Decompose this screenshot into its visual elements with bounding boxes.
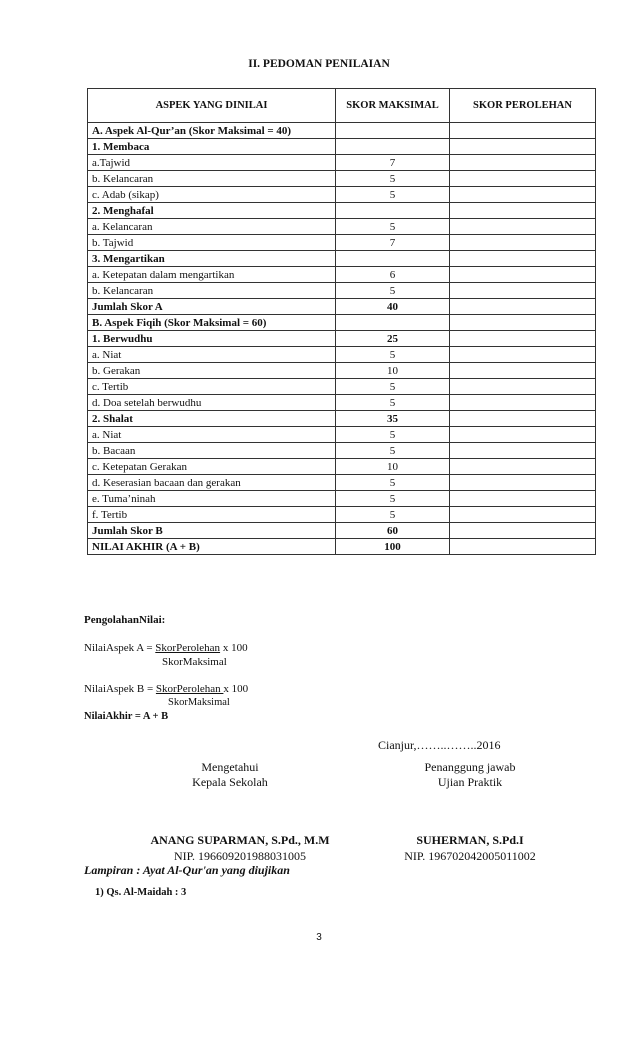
row-aspek: b. Bacaan [88, 443, 336, 459]
table-row [88, 139, 596, 155]
table-row [88, 411, 596, 427]
row-aspek: b. Kelancaran [88, 283, 336, 299]
table-row [88, 251, 596, 267]
row-aspek: a. Niat [88, 427, 336, 443]
formula-b-suffix: x 100 [223, 683, 249, 695]
formula-a-numerator: SkorPerolehan [155, 642, 221, 654]
row-skor-perolehan [450, 523, 596, 539]
row-skor-perolehan [450, 251, 596, 267]
table-row [88, 395, 596, 411]
row-skor-perolehan [450, 123, 596, 139]
row-aspek: A. Aspek Al-Qur’an (Skor Maksimal = 40) [88, 123, 336, 139]
row-skor-maksimal: 10 [336, 363, 450, 379]
row-skor-perolehan [450, 171, 596, 187]
right-sign-line1: Penanggung jawab [424, 760, 516, 774]
formula-b-prefix: NilaiAspek B = [84, 683, 156, 695]
row-aspek: d. Keserasian bacaan dan gerakan [88, 475, 336, 491]
table-row [88, 203, 596, 219]
row-skor-perolehan [450, 459, 596, 475]
row-aspek: b. Kelancaran [88, 171, 336, 187]
table-header-row [88, 89, 596, 123]
table-row [88, 315, 596, 331]
row-skor-maksimal: 5 [336, 491, 450, 507]
formula-akhir: NilaiAkhir = A + B [84, 711, 169, 722]
row-skor-maksimal [336, 123, 450, 139]
row-skor-maksimal: 25 [336, 331, 450, 347]
place-date: Cianjur,……..……..2016 [378, 738, 501, 752]
row-skor-maksimal [336, 203, 450, 219]
row-skor-maksimal: 5 [336, 171, 450, 187]
header-skor-maksimal: SKOR MAKSIMAL [336, 89, 450, 123]
row-skor-perolehan [450, 539, 596, 555]
table-row [88, 539, 596, 555]
row-skor-maksimal: 7 [336, 235, 450, 251]
row-aspek: NILAI AKHIR (A + B) [88, 539, 336, 555]
table-row [88, 219, 596, 235]
row-aspek: b. Tajwid [88, 235, 336, 251]
row-skor-maksimal: 5 [336, 219, 450, 235]
row-skor-maksimal: 5 [336, 379, 450, 395]
table-row [88, 299, 596, 315]
row-aspek: c. Ketepatan Gerakan [88, 459, 336, 475]
page-number: 3 [316, 932, 322, 943]
row-skor-maksimal [336, 315, 450, 331]
header-aspek: ASPEK YANG DINILAI [88, 89, 336, 123]
pengolahan-heading: PengolahanNilai: [84, 614, 166, 626]
left-signer-name: ANANG SUPARMAN, S.Pd., M.M [150, 833, 330, 847]
row-skor-maksimal: 5 [336, 443, 450, 459]
row-skor-perolehan [450, 491, 596, 507]
table-row [88, 235, 596, 251]
lampiran-title: Lampiran : Ayat Al-Qur'an yang diujikan [84, 863, 290, 877]
table-row [88, 267, 596, 283]
table-row [88, 347, 596, 363]
formula-b-numerator: SkorPerolehan [155, 683, 224, 695]
row-aspek: 1. Membaca [88, 139, 336, 155]
row-skor-perolehan [450, 315, 596, 331]
row-aspek: 3. Mengartikan [88, 251, 336, 267]
row-skor-maksimal: 5 [336, 475, 450, 491]
row-skor-maksimal: 6 [336, 267, 450, 283]
row-skor-perolehan [450, 283, 596, 299]
right-sign-line2: Ujian Praktik [437, 775, 503, 789]
row-skor-perolehan [450, 139, 596, 155]
row-skor-perolehan [450, 411, 596, 427]
row-skor-perolehan [450, 507, 596, 523]
row-skor-maksimal: 5 [336, 283, 450, 299]
table-row [88, 283, 596, 299]
row-skor-perolehan [450, 427, 596, 443]
row-skor-maksimal: 5 [336, 347, 450, 363]
row-skor-maksimal: 60 [336, 523, 450, 539]
table-row [88, 331, 596, 347]
right-signer-nip: NIP. 196702042005011002 [404, 849, 536, 863]
formula-a-denominator: SkorMaksimal [162, 656, 227, 668]
row-skor-maksimal: 5 [336, 427, 450, 443]
table-row [88, 363, 596, 379]
row-aspek: 2. Shalat [88, 411, 336, 427]
row-aspek: 1. Berwudhu [88, 331, 336, 347]
lampiran-item-1: 1) Qs. Al-Maidah : 3 [95, 887, 187, 898]
row-aspek: f. Tertib [88, 507, 336, 523]
row-skor-maksimal: 10 [336, 459, 450, 475]
row-skor-maksimal: 5 [336, 395, 450, 411]
row-aspek: e. Tuma’ninah [88, 491, 336, 507]
row-skor-perolehan [450, 331, 596, 347]
row-aspek: c. Tertib [88, 379, 336, 395]
table-row [88, 123, 596, 139]
row-skor-perolehan [450, 203, 596, 219]
right-signer-name: SUHERMAN, S.Pd.I [416, 833, 524, 847]
row-skor-perolehan [450, 235, 596, 251]
row-skor-perolehan [450, 443, 596, 459]
row-aspek: c. Adab (sikap) [88, 187, 336, 203]
formula-b-denominator: SkorMaksimal [168, 697, 230, 708]
row-skor-maksimal: 5 [336, 187, 450, 203]
row-skor-maksimal [336, 251, 450, 267]
formula-a [84, 642, 248, 654]
scoring-table [87, 88, 596, 555]
table-row [88, 187, 596, 203]
table-body [88, 123, 596, 555]
left-signer-nip: NIP. 196609201988031005 [173, 849, 306, 863]
row-skor-perolehan [450, 347, 596, 363]
row-aspek: b. Gerakan [88, 363, 336, 379]
table-row [88, 491, 596, 507]
row-aspek: a. Ketepatan dalam mengartikan [88, 267, 336, 283]
row-skor-perolehan [450, 299, 596, 315]
row-skor-maksimal: 35 [336, 411, 450, 427]
row-skor-perolehan [450, 219, 596, 235]
table-row [88, 459, 596, 475]
table-row [88, 379, 596, 395]
row-aspek: a. Kelancaran [88, 219, 336, 235]
table-row [88, 507, 596, 523]
table-row [88, 475, 596, 491]
formula-a-suffix: x 100 [220, 642, 248, 654]
row-skor-maksimal: 100 [336, 539, 450, 555]
row-aspek: 2. Menghafal [88, 203, 336, 219]
row-skor-perolehan [450, 187, 596, 203]
row-aspek: Jumlah Skor B [88, 523, 336, 539]
row-aspek: B. Aspek Fiqih (Skor Maksimal = 60) [88, 315, 336, 331]
row-aspek: a.Tajwid [88, 155, 336, 171]
row-skor-perolehan [450, 155, 596, 171]
table-row [88, 523, 596, 539]
row-skor-perolehan [450, 267, 596, 283]
row-skor-maksimal: 7 [336, 155, 450, 171]
row-skor-perolehan [450, 379, 596, 395]
row-aspek: d. Doa setelah berwudhu [88, 395, 336, 411]
row-aspek: a. Niat [88, 347, 336, 363]
header-skor-perolehan: SKOR PEROLEHAN [450, 89, 596, 123]
formula-b [84, 683, 248, 695]
row-skor-perolehan [450, 475, 596, 491]
row-skor-perolehan [450, 363, 596, 379]
row-skor-maksimal: 5 [336, 507, 450, 523]
table-row [88, 427, 596, 443]
left-sign-line1: Mengetahui [201, 760, 259, 774]
row-skor-maksimal: 40 [336, 299, 450, 315]
left-sign-line2: Kepala Sekolah [192, 775, 268, 789]
row-skor-perolehan [450, 395, 596, 411]
row-skor-maksimal [336, 139, 450, 155]
row-aspek: Jumlah Skor A [88, 299, 336, 315]
section-title: II. PEDOMAN PENILAIAN [248, 58, 390, 70]
formula-a-prefix: NilaiAspek A = [84, 642, 156, 654]
table-row [88, 171, 596, 187]
table-row [88, 155, 596, 171]
table-row [88, 443, 596, 459]
